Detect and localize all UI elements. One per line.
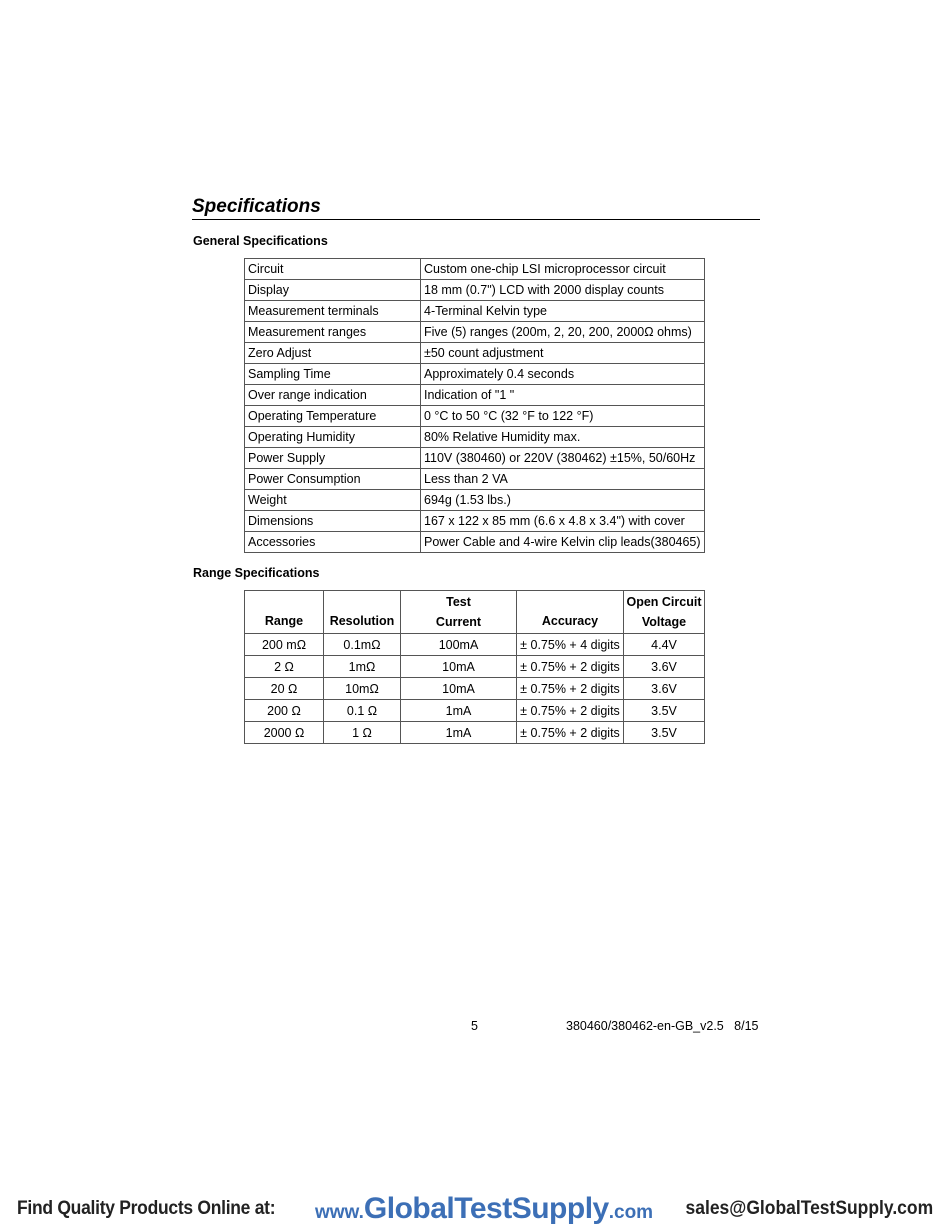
general-specs-table [244,258,705,553]
header-open-circuit-voltage [624,591,705,634]
spec-row [245,364,705,385]
range-cell-current: 1mA [401,700,517,722]
footer-website-link[interactable] [315,1192,653,1226]
spec-value: Approximately 0.4 seconds [421,364,705,385]
spec-label: Zero Adjust [245,343,421,364]
footer-email-link[interactable]: sales@GlobalTestSupply.com [685,1198,933,1219]
range-cell-accuracy: ± 0.75% + 2 digits [517,678,624,700]
spec-row [245,427,705,448]
spec-label: Circuit [245,259,421,280]
range-row [245,678,705,700]
range-cell-voltage: 4.4V [624,634,705,656]
footer-tagline: Find Quality Products Online at: [17,1198,276,1219]
header-accuracy: Accuracy [517,591,624,634]
spec-row [245,406,705,427]
document-id: 380460/380462-en-GB_v2.5 8/15 [566,1019,759,1033]
range-cell-accuracy: ± 0.75% + 2 digits [517,722,624,744]
header-voltage-l2: Voltage [641,615,687,629]
range-row [245,634,705,656]
spec-label: Over range indication [245,385,421,406]
range-cell-resolution: 0.1mΩ [324,634,401,656]
range-cell-current: 1mA [401,722,517,744]
range-cell-current: 10mA [401,678,517,700]
range-row [245,656,705,678]
range-cell-range: 20 Ω [245,678,324,700]
spec-row [245,532,705,553]
spec-label: Weight [245,490,421,511]
spec-value: 18 mm (0.7") LCD with 2000 display counts [421,280,705,301]
range-header-row [245,591,705,634]
url-main: GlobalTestSupply [363,1192,609,1225]
range-cell-current: 10mA [401,656,517,678]
range-cell-accuracy: ± 0.75% + 4 digits [517,634,624,656]
spec-value: Five (5) ranges (200m, 2, 20, 200, 2000Ω ohms) [421,322,705,343]
spec-value: 167 x 122 x 85 mm (6.6 x 4.8 x 3.4") with cover [421,511,705,532]
spec-row [245,469,705,490]
range-cell-range: 2000 Ω [245,722,324,744]
range-cell-voltage: 3.5V [624,700,705,722]
general-specs-title: General Specifications [193,234,328,248]
url-suffix: .com [608,1202,654,1223]
page-title: Specifications [192,196,321,217]
spec-row [245,490,705,511]
spec-label: Sampling Time [245,364,421,385]
spec-row [245,259,705,280]
range-specs-table [244,590,705,744]
spec-label: Accessories [245,532,421,553]
spec-value: ±50 count adjustment [421,343,705,364]
spec-row [245,343,705,364]
spec-value: Custom one-chip LSI microprocessor circuit [421,259,705,280]
range-row [245,722,705,744]
spec-value: Power Cable and 4-wire Kelvin clip leads(380465) [421,532,705,553]
footer-banner [0,1192,950,1226]
range-cell-resolution: 10mΩ [324,678,401,700]
spec-label: Operating Humidity [245,427,421,448]
range-cell-accuracy: ± 0.75% + 2 digits [517,656,624,678]
spec-row [245,301,705,322]
range-specs-title: Range Specifications [193,566,320,580]
spec-value: 4-Terminal Kelvin type [421,301,705,322]
spec-row [245,448,705,469]
spec-value: Less than 2 VA [421,469,705,490]
spec-label: Power Consumption [245,469,421,490]
spec-value: 110V (380460) or 220V (380462) ±15%, 50/60Hz [421,448,705,469]
range-cell-voltage: 3.6V [624,678,705,700]
url-prefix: www. [315,1202,364,1223]
range-cell-resolution: 0.1 Ω [324,700,401,722]
spec-label: Display [245,280,421,301]
range-cell-resolution: 1 Ω [324,722,401,744]
header-resolution: Resolution [324,591,401,634]
spec-row [245,385,705,406]
spec-row [245,511,705,532]
range-cell-voltage: 3.5V [624,722,705,744]
header-range: Range [245,591,324,634]
spec-row [245,322,705,343]
range-cell-voltage: 3.6V [624,656,705,678]
range-row [245,700,705,722]
range-cell-range: 2 Ω [245,656,324,678]
header-test-current-l2: Current [435,615,482,629]
header-test-current-l1: Test [446,595,471,609]
page-number: 5 [471,1019,478,1033]
spec-row [245,280,705,301]
range-cell-current: 100mA [401,634,517,656]
section-heading [192,196,760,220]
spec-label: Measurement ranges [245,322,421,343]
spec-label: Power Supply [245,448,421,469]
range-cell-range: 200 Ω [245,700,324,722]
spec-label: Measurement terminals [245,301,421,322]
range-cell-resolution: 1mΩ [324,656,401,678]
range-cell-range: 200 mΩ [245,634,324,656]
spec-label: Operating Temperature [245,406,421,427]
spec-label: Dimensions [245,511,421,532]
spec-value: 694g (1.53 lbs.) [421,490,705,511]
range-cell-accuracy: ± 0.75% + 2 digits [517,700,624,722]
spec-value: 0 °C to 50 °C (32 °F to 122 °F) [421,406,705,427]
spec-value: 80% Relative Humidity max. [421,427,705,448]
spec-value: Indication of "1 " [421,385,705,406]
header-voltage-l1: Open Circuit [626,595,702,609]
header-test-current [401,591,517,634]
